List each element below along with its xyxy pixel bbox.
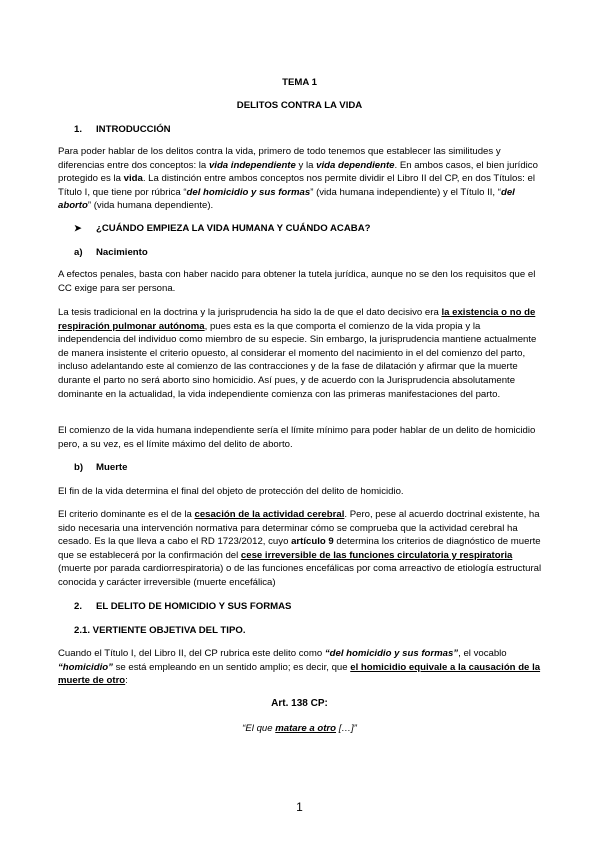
text-run: La tesis tradicional en la doctrina y la jurisprudencia ha sido la de que el dato decisivo era	[58, 307, 442, 318]
underlined-bold-text: cese irreversible de las funciones circulatoria y respiratoria	[240, 549, 513, 561]
underlined-bold-text: el homicidio equivale a la causación de la muerte de otro	[58, 661, 541, 687]
paragraph-death-1: El fin de la vida determina el final del objeto de protección del delito de homicidio.	[58, 486, 404, 497]
text-run: . La distinción entre ambos conceptos nos permite dividir el Libro II del CP, en dos Títulos: el Título I, que tiene por rúbrica “	[58, 173, 535, 198]
subsection-label: b)	[74, 462, 84, 473]
emphasis-text: vida independiente	[208, 159, 296, 171]
paragraph-birth-1: A efectos penales, basta con haber nacido para obtener la tutela jurídica, aunque no se den los requisitos que el CC exige para ser persona.	[58, 269, 536, 294]
subsection-heading-2-1: 2.1. VERTIENTE OBJETIVA DEL TIPO.	[74, 625, 246, 636]
text-run: determina los criterios de diagnóstico de muerte que se establecerá por la confirmación del	[58, 536, 541, 561]
text-run: Cuando el Título I, del Libro II, del CP rubrica este delito como	[58, 648, 325, 659]
text-run: El criterio dominante es el de la	[58, 509, 195, 520]
underlined-bold-text: matare a otro	[275, 723, 337, 734]
section-title: EL DELITO DE HOMICIDIO Y SUS FORMAS	[96, 601, 292, 612]
text-run: . En ambos casos, el bien jurídico protegido es la	[58, 159, 538, 185]
text-run: se está empleando en un sentido amplio; es decir, que	[112, 661, 351, 673]
paragraph-intro	[58, 145, 542, 213]
bold-text: artículo 9	[291, 536, 334, 548]
emphasis-text: “del homicidio y sus formas”	[324, 648, 459, 659]
paragraph-homicide	[58, 647, 542, 688]
text-run: “El que	[242, 723, 276, 734]
section-title: INTRODUCCIÓN	[96, 124, 171, 135]
subsection-heading-b	[58, 461, 542, 475]
underlined-bold-text: cesación de la actividad cerebral	[194, 509, 345, 520]
text-run: . Pero, pese al acuerdo doctrinal existente, ha sido necesaria una intervención normativa para determinar cómo se comprueba que la actividad cerebral ha cesado. Es la que lleva a cabo el RD 1723/2012, cuyo	[58, 509, 540, 548]
emphasis-text: del homicidio y sus formas	[186, 186, 311, 198]
subsection-label: a)	[74, 247, 83, 258]
paragraph-death-2	[58, 508, 542, 590]
text-run: […]”	[336, 723, 357, 734]
question-heading-text: ¿CUÁNDO EMPIEZA LA VIDA HUMANA Y CUÁNDO ACABA?	[96, 223, 371, 234]
page-number: 1	[296, 800, 303, 814]
text-run: (muerte por parada cardiorrespiratoria) o de las funciones encefálicas por coma arreactivo de etiología estructural conocida y carácter irreversible (muerte encefálica)	[58, 563, 542, 588]
section-number: 1.	[74, 124, 83, 135]
article-quote	[0, 722, 599, 736]
emphasis-text: vida dependiente	[316, 159, 395, 171]
text-run: ” (vida humana independiente) y el Título II, “	[310, 186, 501, 198]
arrow-bullet-icon: ➤	[74, 223, 82, 233]
bold-text: vida	[123, 173, 143, 185]
text-run: , pues esta es la que comporta el comienzo de la vida propia y la independencia del individuo como miembro de su especie. Sin embargo, la jurisprudencia mantiene actualmente de manera insistente el criterio opuesto, al considerar el momento del nacimiento in el del comienzo del parto, incluso adelantando este al comienzo de las contracciones y de la fase de dilatación y afirmar que la muerte durante el parto no será aborto sino homicidio. Así pues, y de acuerdo con la Jurisprudencia absolutamente dominante en la actualidad, la vida independiente comienza con las primeras manifestaciones del parto.	[58, 320, 537, 400]
document-title: TEMA 1	[282, 77, 317, 88]
document-subtitle: DELITOS CONTRA LA VIDA	[236, 100, 363, 111]
emphasis-text: del aborto	[58, 186, 515, 212]
article-heading: Art. 138 CP:	[271, 698, 328, 709]
text-run: ” (vida humana dependiente).	[87, 200, 214, 212]
section-heading-1	[58, 123, 542, 137]
subsection-title: Nacimiento	[96, 247, 148, 258]
subsection-title: Muerte	[96, 462, 128, 473]
subsection-heading-a	[58, 246, 542, 260]
text-run: Para poder hablar de los delitos contra la vida, primero de todo tenemos que establecer las similitudes y diferencias entre dos conceptos: la	[58, 146, 501, 171]
underlined-bold-text: la existencia o no de respiración pulmonar autónoma	[58, 307, 536, 332]
section-heading-2	[58, 600, 542, 614]
section-number: 2.	[74, 601, 83, 612]
paragraph-birth-3: El comienzo de la vida humana independiente sería el límite mínimo para poder hablar de un delito de homicidio pero, a su vez, es el límite máximo del delito de aborto.	[58, 425, 536, 450]
text-run: :	[125, 675, 128, 687]
emphasis-text: “homicidio”	[58, 661, 113, 673]
question-heading	[58, 222, 542, 236]
text-run: , el vocablo	[458, 648, 507, 659]
paragraph-birth-2	[58, 306, 542, 401]
text-run: y la	[295, 159, 317, 171]
